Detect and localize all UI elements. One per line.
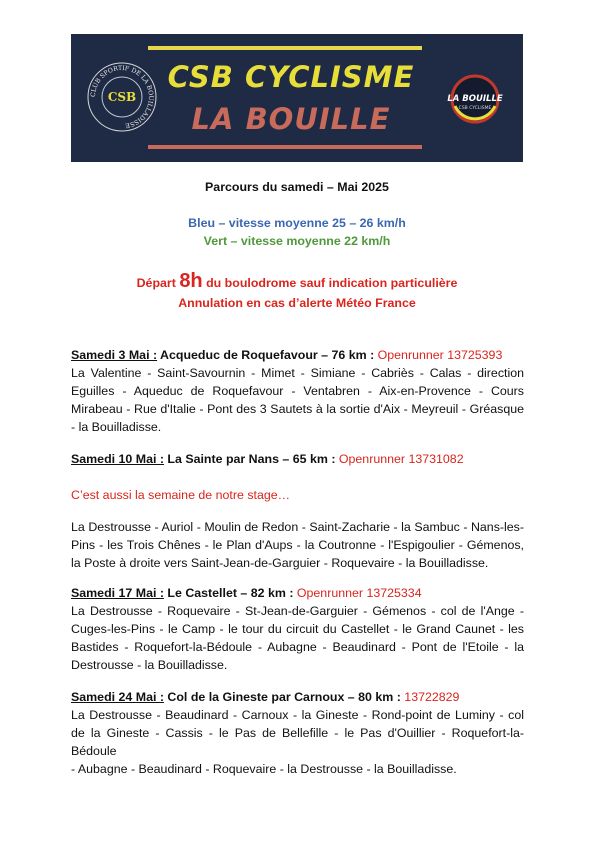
depart-time: 8h — [179, 270, 203, 292]
ride-route-line: de la Gineste - Cassis - le Pas de Bellefille - le Pas d'Ouillier - Roquefort-la-Bédoule — [71, 726, 524, 758]
seal-text: CLUB SPORTIF DE LA BOUILLADISSE — [89, 64, 155, 129]
banner-top-rule — [148, 46, 422, 50]
ride-route — [71, 518, 524, 572]
stage-note: C’est aussi la semaine de notre stage… — [71, 488, 291, 502]
ride-route-line: Bastides - Roquefort-la-Bédoule - Aubagne - Beaudinard - Pont de l'Etoile - la — [71, 640, 524, 654]
ride-route-line: La Valentine - Saint-Savournin - Mimet - Simiane - Cabriès - Calas - direction — [71, 366, 524, 380]
logo-main-text: LA BOUILLE — [447, 94, 503, 104]
banner-title-line2: LA BOUILLE — [191, 102, 391, 136]
ride-date: Samedi 17 Mai : — [71, 586, 164, 600]
ride-route-line: La Destrousse - Roquevaire - St-Jean-de-Garguier - Gémenos - col de l'Ange - — [71, 604, 524, 618]
banner-bottom-rule — [148, 145, 422, 149]
ride-block — [71, 346, 524, 436]
ride-heading — [71, 346, 524, 364]
openrunner-link[interactable]: Openrunner 13725393 — [377, 348, 503, 362]
ride-date: Samedi 10 Mai : — [71, 452, 164, 466]
ride-route-line: Mirabeau - Rue d'Italie - Pont des 3 Sautets à la sortie d'Aix - Meyreuil - Gréasque — [71, 402, 524, 416]
banner-title-line1: CSB CYCLISME — [167, 60, 415, 94]
cancel-line: Annulation en cas d’alerte Météo France — [178, 296, 416, 310]
openrunner-link[interactable]: 13722829 — [404, 690, 460, 704]
la-bouille-logo — [439, 74, 511, 124]
blue-group-line: Bleu – vitesse moyenne 25 – 26 km/h — [188, 216, 406, 230]
header-banner — [71, 34, 523, 162]
ride-route-line: Destrousse - la Bouilladisse. — [71, 658, 228, 672]
ride-block — [71, 450, 524, 468]
openrunner-link[interactable]: Openrunner 13731082 — [338, 452, 464, 466]
ride-date: Samedi 24 Mai : — [71, 690, 164, 704]
openrunner-link[interactable]: Openrunner 13725334 — [296, 586, 422, 600]
ride-heading — [71, 584, 524, 602]
ride-route-line: - Aubagne - Beaudinard - Roquevaire - la Destrousse - la Bouilladisse. — [71, 762, 457, 776]
ride-block — [71, 688, 524, 778]
club-seal-logo — [81, 56, 163, 138]
ride-route-line: La Destrousse - Auriol - Moulin de Redon - Saint-Zacharie - la Sambuc - Nans-les- — [71, 520, 524, 534]
ride-route-line: Pins - les Trois Chênes - le Plan d'Aups - la Coutronne - l'Espigoulier - Gémenos, — [71, 538, 524, 552]
ride-date: Samedi 3 Mai : — [71, 348, 158, 362]
depart-suffix: du boulodrome sauf indication particulière — [202, 276, 458, 290]
green-group-line: Vert – vitesse moyenne 22 km/h — [203, 234, 391, 248]
ride-block — [71, 584, 524, 674]
page-title: Parcours du samedi – Mai 2025 — [205, 180, 389, 194]
ride-route-line: la Poste à droite vers Saint-Jean-de-Garguier - Roquevaire - la Bouilladisse. — [71, 556, 489, 570]
depart-line — [0, 270, 594, 293]
depart-prefix: Départ — [136, 276, 180, 290]
seal-initials: CSB — [107, 90, 137, 104]
ride-route-line: Eguilles - Aqueduc de Roquefavour - Ventabren - Aix-en-Provence - Cours — [71, 384, 524, 398]
ride-route-line: - la Bouilladisse. — [71, 420, 162, 434]
ride-title: Le Castellet – 82 km : — [163, 586, 297, 600]
ride-heading — [71, 688, 524, 706]
ride-title: Col de la Gineste par Carnoux – 80 km : — [163, 690, 405, 704]
logo-sub-text: CSB CYCLISME — [458, 106, 492, 111]
ride-title: Acqueduc de Roquefavour – 76 km : — [157, 348, 378, 362]
ride-route-line: Cuges-les-Pins - le Camp - le tour du circuit du Castellet - le Grand Caunet - les — [71, 622, 524, 636]
ride-heading — [71, 450, 524, 468]
ride-route-line: La Destrousse - Beaudinard - Carnoux - la Gineste - Rond-point de Luminy - col — [71, 708, 524, 722]
ride-title: La Sainte par Nans – 65 km : — [163, 452, 339, 466]
